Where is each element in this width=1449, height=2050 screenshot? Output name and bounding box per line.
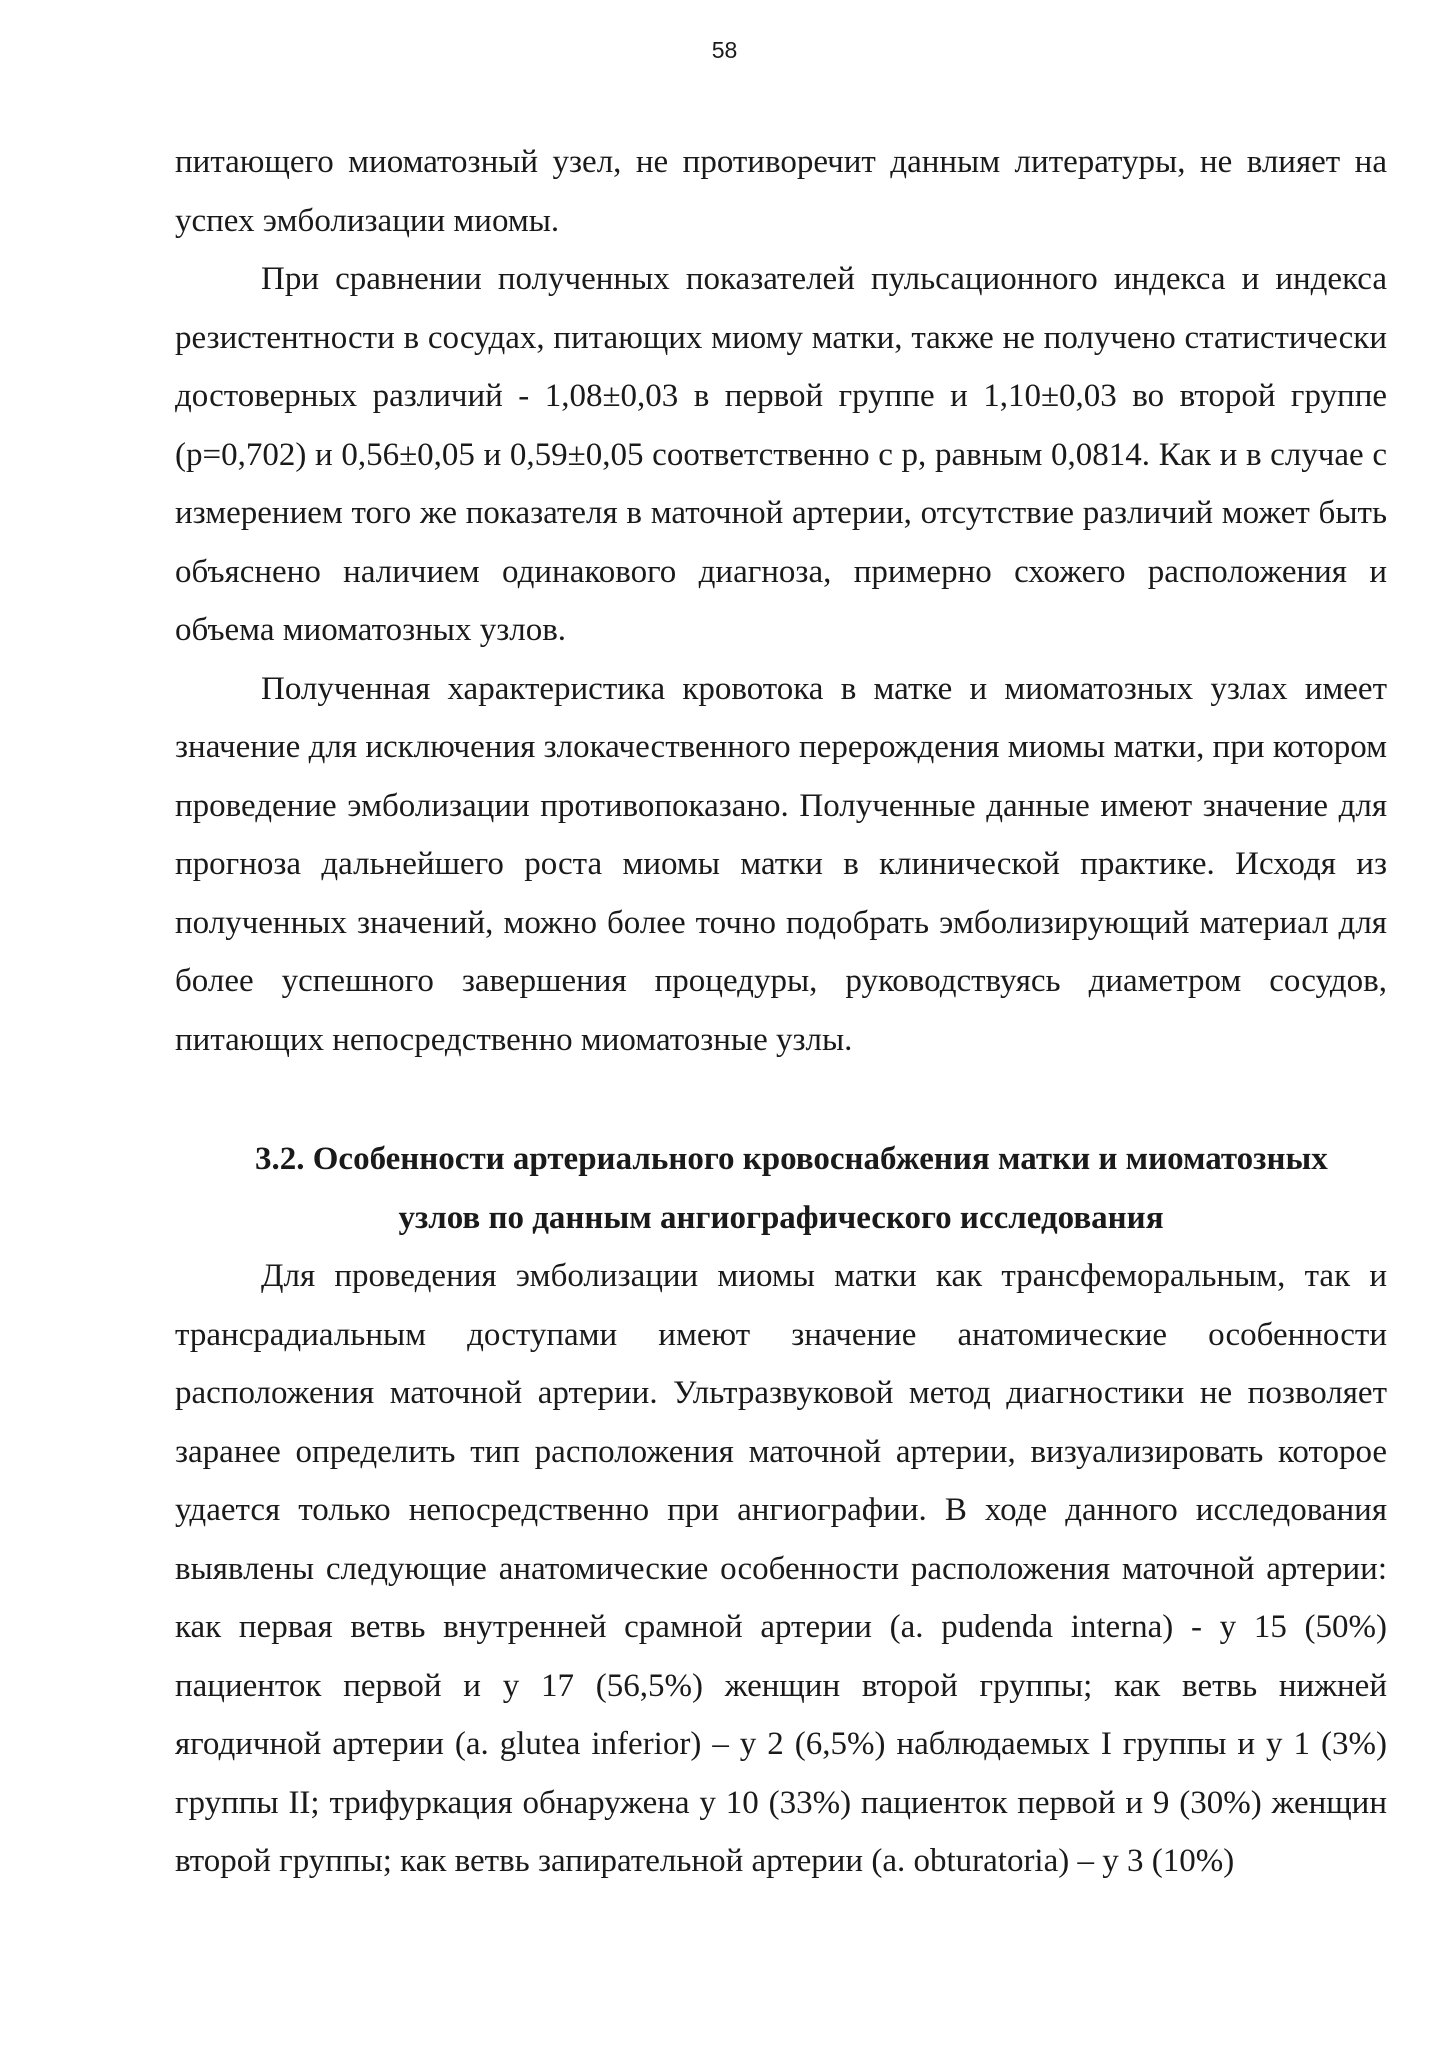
paragraph-blood-flow-characteristic: Полученная характеристика кровотока в матке и миоматозных узлах имеет значение для исключения злокачественного перерождения миомы матки, при котором проведение эмболизации противопоказано. Полученные данные имеют значение для прогноза дальнейшего роста миомы матки в клинической практике. Исходя из полученных значений, можно более точно подобрать эмболизирующий материал для более успешного завершения процедуры, руководствуясь диаметром сосудов, питающих непосредственно миоматозные узлы. [175, 670, 1387, 1058]
paragraph-continuation: питающего миоматозный узел, не противоречит данным литературы, не влияет на успех эмболизации миомы. [175, 144, 1387, 239]
paragraph-pulsation-index: При сравнении полученных показателей пульсационного индекса и индекса резистентности в сосудах, питающих миому матки, также не получено статистически достоверных различий - 1,08±0,03 в первой группе и 1,10±0,03 во второй группе (р=0,702) и 0,56±0,05 и 0,59±0,05 соответственно с р, равным 0,0814. Как и в случае с измерением того же показателя в маточной артерии, отсутствие различий может быть объяснено наличием одинакового диагноза, примерно схожего расположения и объема миоматозных узлов. [175, 261, 1387, 648]
body-text-upper [175, 133, 1387, 1069]
page-number: 58 [711, 37, 738, 63]
section-heading-line-2: узлов по данным ангиографического исследования [398, 1199, 1164, 1236]
paragraph-angiography-findings: Для проведения эмболизации миомы матки как трансфеморальным, так и трансрадиальным доступами имеют значение анатомические особенности расположения маточной артерии. Ультразвуковой метод диагностики не позволяет заранее определить тип расположения маточной артерии, визуализировать которое удается только непосредственно при ангиографии. В ходе данного исследования выявлены следующие анатомические особенности расположения маточной артерии: как первая ветвь внутренней срамной артерии (a. pudenda interna) - у 15 (50%) пациенток первой и у 17 (56,5%) женщин второй группы; как ветвь нижней ягодичной артерии (a. glutea inferior) – у 2 (6,5%) наблюдаемых I группы и у 1 (3%) группы II; трифуркация обнаружена у 10 (33%) пациенток первой и 9 (30%) женщин второй группы; как ветвь запирательной артерии (a. obturatoria) – у 3 (10%) [175, 1258, 1387, 1879]
body-text-lower [175, 1247, 1387, 1891]
section-heading-line-1: 3.2. Особенности артериального кровоснабжения матки и миоматозных [255, 1141, 1328, 1177]
section-heading [175, 1130, 1387, 1247]
